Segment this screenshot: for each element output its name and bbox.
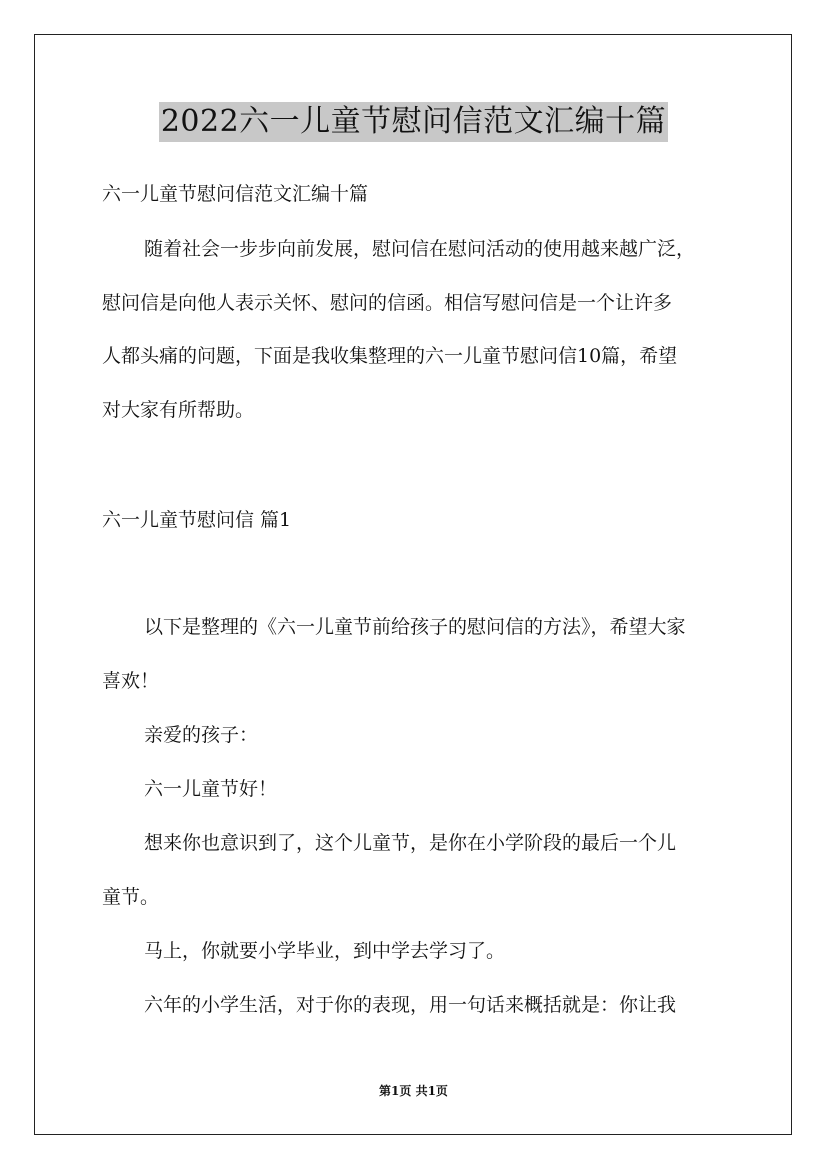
- intro-line-4: 对大家有所帮助。: [102, 399, 255, 421]
- intro-line-1: 随着社会一步步向前发展，慰问信在慰问活动的使用越来越广泛，: [144, 238, 696, 260]
- subtitle: 六一儿童节慰问信范文汇编十篇: [102, 183, 369, 205]
- greeting: 六一儿童节好！: [144, 778, 278, 800]
- intro-line-2: 慰问信是向他人表示关怀、慰问的信函。相信写慰问信是一个让许多: [102, 292, 673, 314]
- intro-line-3: 人都头痛的问题，下面是我收集整理的六一儿童节慰问信10篇，希望: [102, 345, 678, 367]
- page-number-label: 第1页 共1页: [379, 1084, 448, 1098]
- paragraph-2-line-2: 童节。: [102, 886, 160, 908]
- salutation: 亲爱的孩子：: [144, 724, 259, 746]
- paragraph-4: 六年的小学生活，对于你的表现，用一句话来概括就是：你让我: [144, 994, 677, 1016]
- paragraph-2-line-1: 想来你也意识到了，这个儿童节，是你在小学阶段的最后一个儿: [144, 832, 677, 854]
- paragraph-3: 马上，你就要小学毕业，到中学去学习了。: [144, 940, 506, 962]
- document-title: [0, 102, 827, 142]
- section-heading: 六一儿童节慰问信 篇1: [102, 509, 292, 531]
- paragraph-1-line-2: 喜欢！: [102, 670, 160, 692]
- document-title-text: 2022六一儿童节慰问信范文汇编十篇: [159, 102, 668, 142]
- page-footer: [0, 1083, 827, 1099]
- paragraph-1-line-1: 以下是整理的《六一儿童节前给孩子的慰问信的方法》，希望大家: [144, 616, 686, 638]
